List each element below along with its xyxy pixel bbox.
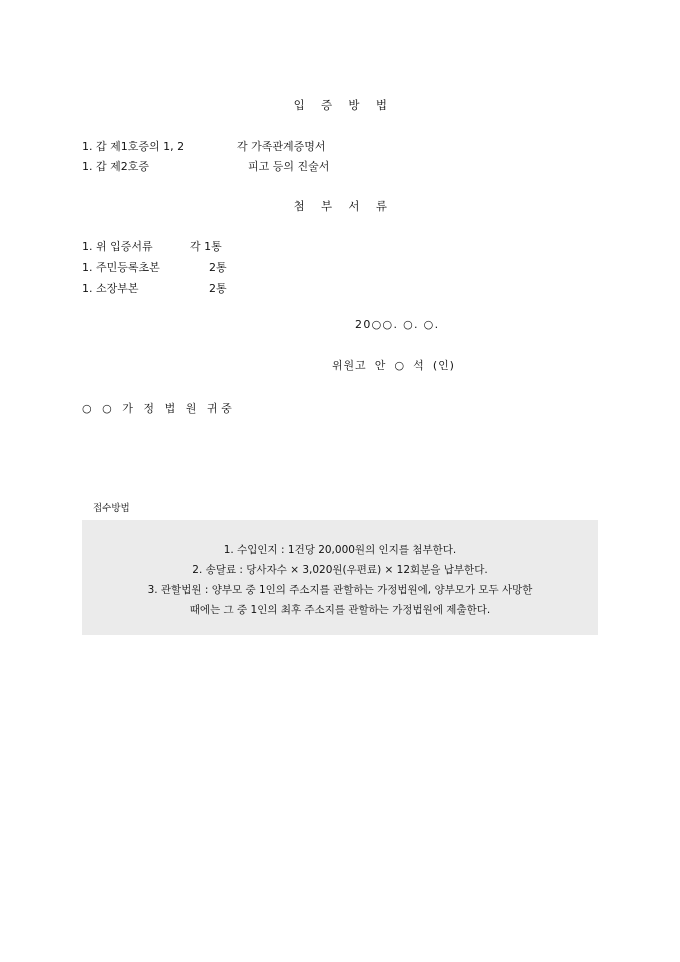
evidence-item-label: 1. 갑 제1호증의 1, 2 <box>82 140 185 153</box>
attachment-item-label: 1. 위 입증서류 <box>82 240 153 253</box>
filing-note-line: 1. 수입인지 : 1건당 20,000원의 인지를 첨부한다. <box>223 544 457 556</box>
filing-note-title: 접수방법 <box>93 503 130 514</box>
document-date: 20○○. ○. ○. <box>355 318 440 331</box>
filing-note-box <box>82 520 598 635</box>
evidence-item-desc: 피고 등의 진술서 <box>248 160 330 173</box>
filing-note-line: 때에는 그 중 1인의 최후 주소지를 관할하는 가정법원에 제출한다. <box>189 604 491 616</box>
filing-note-line: 3. 관할법원 : 양부모 중 1인의 주소지를 관할하는 가정법원에, 양부모가 모두 사망한 <box>147 584 533 596</box>
attachment-item-count: 2통 <box>209 261 227 274</box>
evidence-item-desc: 각 가족관계증명서 <box>237 140 326 153</box>
attachment-item-count: 각 1통 <box>190 240 222 253</box>
filing-note-line: 2. 송달료 : 당사자수 × 3,020원(우편료) × 12회분을 납부한다. <box>192 564 488 576</box>
attachments-heading: 첨 부 서 류 <box>293 199 394 213</box>
court-addressee: ○ ○ 가 정 법 원 귀중 <box>82 402 236 415</box>
attachment-item-label: 1. 주민등록초본 <box>82 261 160 274</box>
evidence-heading: 입 증 방 법 <box>293 98 394 112</box>
attachment-item-label: 1. 소장부본 <box>82 282 139 295</box>
attachment-item-count: 2통 <box>209 282 227 295</box>
signature-line: 위원고 안 ○ 석 (인) <box>332 359 455 372</box>
evidence-item-label: 1. 갑 제2호증 <box>82 160 149 173</box>
